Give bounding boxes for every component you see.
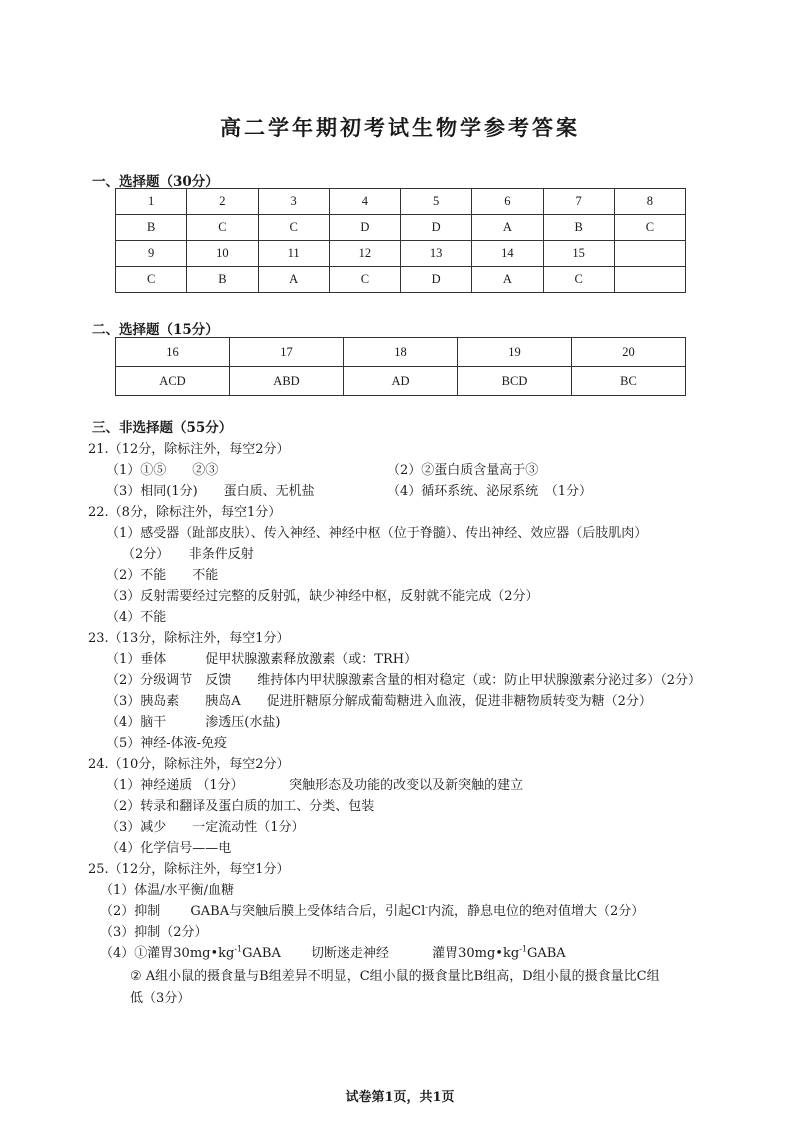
q25-answer-2: （2）抑制 GABA与突触后膜上受体结合后，引起Cl-内流，静息电位的绝对值增大（2分） bbox=[100, 902, 645, 919]
section1-cell: C bbox=[258, 215, 329, 241]
section2-cell: 17 bbox=[230, 338, 344, 367]
section2-cell: 20 bbox=[572, 338, 686, 367]
section1-cell: B bbox=[116, 215, 187, 241]
section1-cell: C bbox=[543, 267, 614, 293]
q24-answer-1: （1）神经递质 （1分） 突触形态及功能的改变以及新突触的建立 bbox=[106, 778, 524, 793]
section1-cell: 15 bbox=[543, 241, 614, 267]
section1-cell: 6 bbox=[472, 189, 543, 215]
section2-cell: 19 bbox=[458, 338, 572, 367]
section1-row bbox=[116, 267, 686, 293]
section2-cell: AD bbox=[344, 367, 458, 396]
section1-cell: D bbox=[329, 215, 400, 241]
section1-cell: A bbox=[258, 267, 329, 293]
q22-answer-3: （3）反射需要经过完整的反射弧，缺少神经中枢，反射就不能完成（2分） bbox=[106, 589, 539, 604]
q24-answer-3: （3）减少 一定流动性（1分） bbox=[106, 820, 305, 835]
section1-cell: 3 bbox=[258, 189, 329, 215]
section2-cell: 16 bbox=[116, 338, 230, 367]
section1-row bbox=[116, 189, 686, 215]
section1-cell: 14 bbox=[472, 241, 543, 267]
section1-cell: B bbox=[187, 267, 258, 293]
section1-cell: 8 bbox=[614, 189, 685, 215]
q23-answer-3: （3）胰岛素 胰岛A 促进肝糖原分解成葡萄糖进入血液，促进非糖物质转变为糖（2分） bbox=[106, 694, 652, 709]
q21-answer-2: （2）②蛋白质含量高于③ bbox=[387, 463, 539, 478]
q25-answer-4: （4）①灌胃$30mg•kg^{-1}GABA$ 切断迷走神经 灌胃$30mg•kg^{-1}GABA$ bbox=[100, 944, 566, 961]
q21-answer-4: （4）循环系统、泌尿系统 （1分） bbox=[387, 484, 593, 499]
q24-heading: 24.（10分，除标注外，每空2分） bbox=[88, 757, 290, 772]
q21-answer-3: （3）相同(1分) 蛋白质、无机盐 bbox=[106, 484, 315, 499]
q23-answer-5: （5）神经-体液-免疫 bbox=[106, 736, 228, 751]
page-footer: 试卷第1页，共1页 bbox=[345, 1090, 455, 1105]
section1-cell: 4 bbox=[329, 189, 400, 215]
section1-cell: C bbox=[614, 215, 685, 241]
q23-answer-1: （1）垂体 促甲状腺激素释放激素（或：TRH） bbox=[106, 652, 418, 667]
section1-cell: 10 bbox=[187, 241, 258, 267]
q23-answer-4: （4）脑干 渗透压(水盐) bbox=[106, 715, 281, 730]
section2-row bbox=[116, 367, 686, 396]
q22-answer-2: （2）不能 不能 bbox=[106, 568, 219, 583]
section1-row bbox=[116, 241, 686, 267]
q22-answer-4: （4）不能 bbox=[106, 610, 167, 625]
section2-cell: ABD bbox=[230, 367, 344, 396]
q23-answer-2: （2）分级调节 反馈 维持体内甲状腺激素含量的相对稳定（或：防止甲状腺激素分泌过多）（2分） bbox=[106, 673, 702, 688]
section1-cell: 12 bbox=[329, 241, 400, 267]
q22-answer-1-cont: （2分） 非条件反射 bbox=[122, 547, 254, 562]
q22-answer-1: （1）感受器（趾部皮肤）、传入神经、神经中枢（位于脊髓）、传出神经、效应器（后肢肌肉） bbox=[106, 526, 648, 541]
section1-cell: 9 bbox=[116, 241, 187, 267]
section1-cell bbox=[614, 267, 685, 293]
section1-cell: 11 bbox=[258, 241, 329, 267]
section1-cell: D bbox=[401, 267, 472, 293]
section1-answer-table bbox=[115, 188, 686, 293]
section3-heading: 三、非选择题（55分） bbox=[92, 420, 233, 436]
q22-heading: 22.（8分，除标注外，每空1分） bbox=[88, 505, 282, 520]
q23-heading: 23.（13分，除标注外，每空1分） bbox=[88, 631, 290, 646]
section1-cell: 1 bbox=[116, 189, 187, 215]
section1-cell: A bbox=[472, 267, 543, 293]
section2-heading: 二、选择题（15分） bbox=[92, 322, 219, 338]
section1-cell: 7 bbox=[543, 189, 614, 215]
section1-cell bbox=[614, 241, 685, 267]
section2-cell: BCD bbox=[458, 367, 572, 396]
section1-cell: C bbox=[329, 267, 400, 293]
q25-answer-3: （3）抑制（2分） bbox=[100, 925, 208, 940]
section1-heading: 一、选择题（30分） bbox=[92, 174, 219, 190]
q24-answer-4: （4）化学信号——电 bbox=[106, 841, 232, 856]
q25-answer-4-part2: ② A组小鼠的摄食量与B组差异不明显，C组小鼠的摄食量比B组高，D组小鼠的摄食量比C组 bbox=[130, 969, 660, 984]
section1-cell: 2 bbox=[187, 189, 258, 215]
section1-cell: C bbox=[187, 215, 258, 241]
section2-cell: BC bbox=[572, 367, 686, 396]
section1-cell: D bbox=[401, 215, 472, 241]
section2-answer-table bbox=[115, 337, 686, 396]
q21-answer-1: （1）①⑤ ②③ bbox=[106, 463, 219, 478]
section2-cell: 18 bbox=[344, 338, 458, 367]
section1-row bbox=[116, 215, 686, 241]
section1-cell: 13 bbox=[401, 241, 472, 267]
section2-row bbox=[116, 338, 686, 367]
q25-answer-4-part2-cont: 低（3分） bbox=[130, 991, 191, 1006]
section2-cell: ACD bbox=[116, 367, 230, 396]
q24-answer-2: （2）转录和翻译及蛋白质的加工、分类、包装 bbox=[106, 799, 375, 814]
section1-cell: B bbox=[543, 215, 614, 241]
section1-cell: A bbox=[472, 215, 543, 241]
q25-answer-1: （1）体温/水平衡/血糖 bbox=[100, 883, 235, 898]
section1-cell: C bbox=[116, 267, 187, 293]
section1-cell: 5 bbox=[401, 189, 472, 215]
q21-heading: 21.（12分，除标注外，每空2分） bbox=[88, 442, 290, 457]
page-title: 高二学年期初考试生物学参考答案 bbox=[220, 115, 580, 140]
q25-heading: 25.（12分，除标注外，每空1分） bbox=[88, 862, 290, 877]
